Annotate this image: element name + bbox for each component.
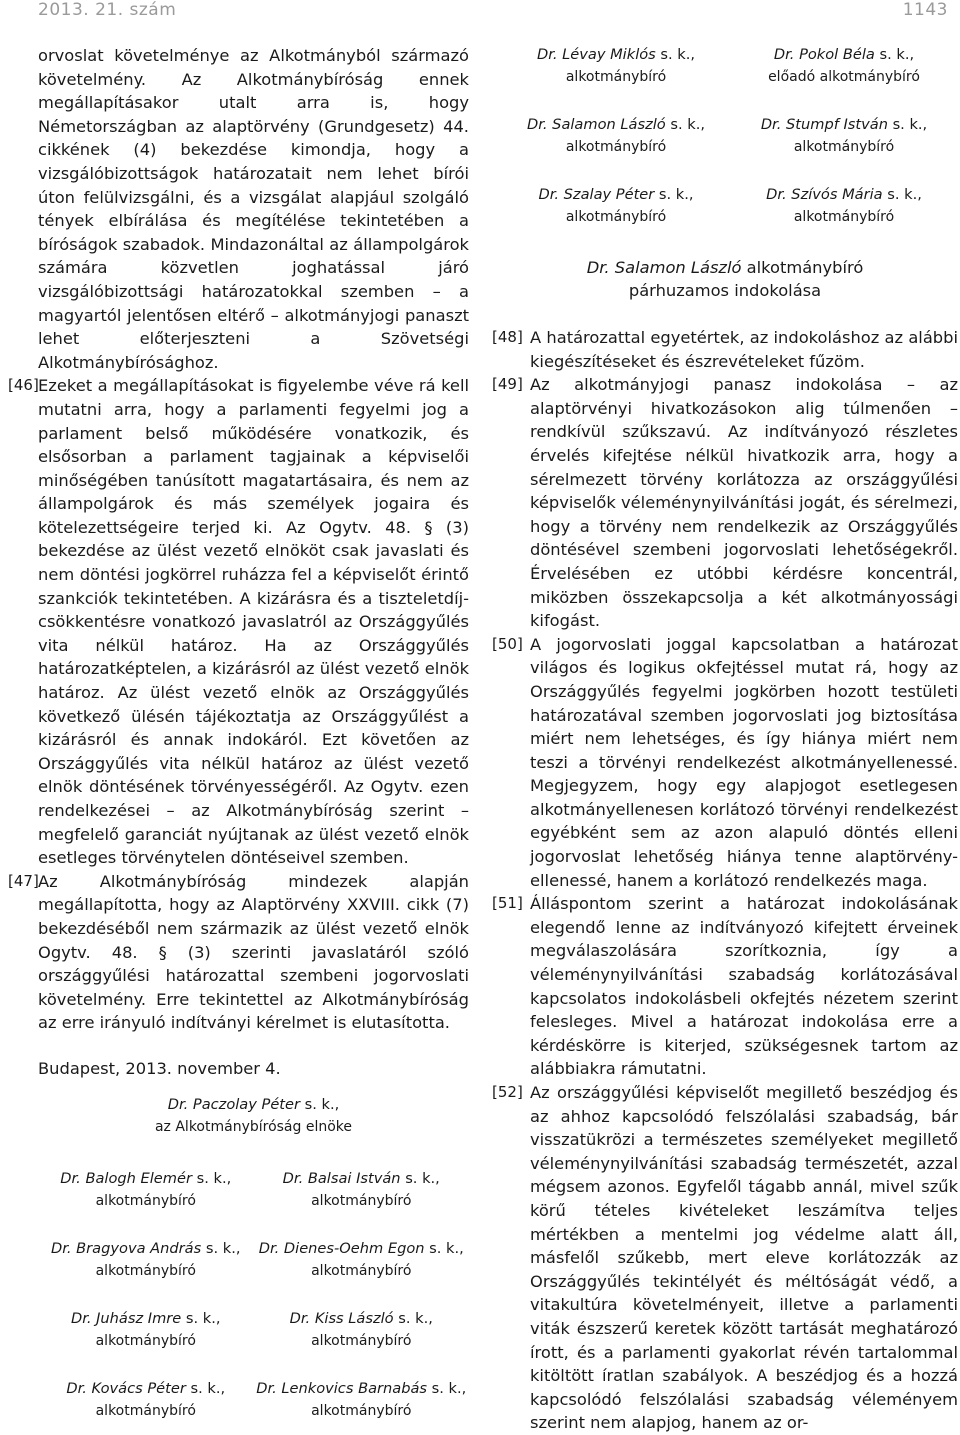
paragraph-number: [47] xyxy=(8,871,39,890)
parallel-author: Dr. Salamon László xyxy=(586,258,742,277)
paragraph-text: Az országgyűlési képviselőt megillető beszédjog és az ahhoz kapcsolódó felszólalási szabadság, bár visszatükrözi a természetes személyeket megillető véleménynyilvánítási szabadság természetét, azzal mégsem azonos. Egyfelől tágabb annál, mivel szűk körű tételes kivételeket leszámítva teljes mértékben a mentelmi jog védelme alatt áll, másfelől szűkebb, mert eleve korlátozzák az Országgyűlés tekintélyét és méltóságát védő, a vitakultúra követelményeit, illetve a parlamenti viták észszerű keretek között tartását meghatározó írott, és a parlamenti gyakorlat révén tartalommal kitöltött íratlan szabályok. A beszédjog és a hozzá kapcsolódó felszólalási szabadság véleményem szerint nem alapjog, hanem az or- xyxy=(530,1083,958,1433)
signer-name: Dr. Bragyova András xyxy=(51,1239,202,1257)
paragraph-number: [50] xyxy=(492,634,523,653)
signer-role: alkotmánybíró xyxy=(95,1192,196,1209)
signer-name: Dr. Szalay Péter xyxy=(538,186,655,203)
paragraph xyxy=(492,892,958,1081)
paragraph-text: Az Alkotmánybíróság mindezek alapján megállapította, hogy az Alaptörvény XXVIII. cikk (7) bekezdéséből nem származik az ülést vezető elnök Ogytv. 48. § (3) szerinti javaslatáról szóló országgyűlési határozattal szembeni jogorvoslati követelmény. Erre tekintettel az Alkotmánybíróság az erre irányuló indítványi kérelmet is elutasította. xyxy=(38,871,469,1033)
paragraph-text: A határozattal egyetértek, az indokoláshoz az alábbi kiegészítéseket és észrevételeket fűzöm. xyxy=(530,328,958,371)
signer-role: alkotmánybíró xyxy=(95,1262,196,1279)
paragraph-number: [52] xyxy=(492,1083,523,1101)
signer-name: Dr. Balogh Elemér xyxy=(60,1169,192,1187)
judge-signature xyxy=(254,1168,470,1212)
signer-role: alkotmánybíró xyxy=(793,139,895,155)
signer-suffix: s. k., xyxy=(400,1169,440,1187)
judge-signature xyxy=(502,114,730,158)
judge-signature xyxy=(502,184,730,228)
page-number: 1143 xyxy=(902,0,948,20)
president-signature xyxy=(8,1094,469,1138)
judge-signature xyxy=(730,184,958,228)
signer-name: Dr. Stumpf István xyxy=(760,116,888,133)
left-column xyxy=(8,44,469,1422)
paragraph-46 xyxy=(8,374,469,869)
signer-role: alkotmánybíró xyxy=(95,1332,196,1349)
signer-role: alkotmánybíró xyxy=(793,209,895,225)
paragraph xyxy=(492,373,958,633)
parallel-author-role: alkotmánybíró xyxy=(741,258,864,277)
issue-header: 2013. 21. szám xyxy=(38,0,177,20)
signer-name: Dr. Szívós Mária xyxy=(766,186,883,203)
signer-suffix: s. k., xyxy=(191,1169,232,1187)
signer-role: az Alkotmánybíróság elnöke xyxy=(154,1118,353,1135)
signer-role: alkotmánybíró xyxy=(565,209,667,225)
right-signature-grid xyxy=(492,44,958,228)
intro-paragraph: orvoslat követelménye az Alkotmányból származó követelmény. Az Alkotmánybíróság ennek megállapításakor utalt arra is, hogy Németországban az alaptörvény (Grundgesetz) 44. cikkének (4) bekezdése kimondja, hogy a vizsgálóbizottságok határozatait nem lehet bírói úton felülvizsgálni, és a vizsgálat alapjául szolgáló tények elbírálása és megítélése tekintetében a bíróságok szabadok. Mindazonáltal az állampolgárok számára közvetlen joghatással járó vizsgálóbizottsági határozatokkal szemben – a magyartól jelentősen eltérő – alkotmányjogi panaszt lehet előterjeszteni a Szövetségi Alkotmánybírósághoz. xyxy=(38,46,469,372)
signer-name: Dr. Dienes-Oehm Egon xyxy=(258,1239,425,1257)
signer-suffix: s. k., xyxy=(665,116,705,133)
signer-suffix: s. k., xyxy=(181,1309,221,1327)
signer-suffix: s. k., xyxy=(655,46,696,63)
signer-suffix: s. k., xyxy=(882,186,922,203)
signer-role: alkotmánybíró xyxy=(311,1262,412,1279)
judge-signature xyxy=(730,114,958,158)
signer-role: alkotmánybíró xyxy=(311,1192,412,1209)
signer-name: Dr. Paczolay Péter xyxy=(167,1095,301,1113)
paragraph xyxy=(492,1081,958,1435)
paragraph-number: [51] xyxy=(492,894,523,913)
signer-suffix: s. k., xyxy=(654,186,694,203)
judge-signature xyxy=(254,1238,470,1282)
signer-suffix: s. k., xyxy=(427,1379,467,1397)
signer-name: Dr. Kovács Péter xyxy=(66,1379,186,1397)
signer-name: Dr. Lévay Miklós xyxy=(536,46,656,63)
paragraph-number: [46] xyxy=(8,376,39,395)
parallel-reasoning-heading xyxy=(492,256,958,302)
signer-suffix: s. k., xyxy=(185,1379,226,1397)
judge-signature xyxy=(38,1168,254,1212)
signer-name: Dr. Salamon László xyxy=(527,116,666,133)
signer-name: Dr. Lenkovics Barnabás xyxy=(256,1379,428,1397)
parallel-title: párhuzamos indokolása xyxy=(628,281,822,300)
judge-signature xyxy=(38,1238,254,1282)
signer-role: előadó alkotmánybíró xyxy=(768,69,920,85)
paragraph-text: A jogorvoslati joggal kapcsolatban a határozat világos és logikus okfejtéssel mutat rá, hogy az Országgyűlés fegyelmi jogkörben hozott testületi határozatával szemben jogorvoslati jog biztosítása miért nem lehetséges, és így hiánya miért nem teszi a törvényi rendelkezést alkotmányellenessé. Megjegyzem, hogy egy alapjogot esetlegesen alkotmányellenesen korlátozó törvényi rendelkezést egyébként sem az azon alapuló döntés elleni jogorvoslat lehetőség hiánya tenne alaptörvény-ellenessé, hanem a korlátozó rendelkezés maga. xyxy=(530,634,958,890)
paragraph-text: Az alkotmányjogi panasz indokolása – az alaptörvényi hivatkozásokon alig túlmenően – rendkívül szűkszavú. Az indítványozó részletes érvelés kifejtése nélkül hivatkozik arra, hogy a sérelmezett törvény korlátozza az országgyűlési képviselők véleménynyilvánítási jogát, és sérelmezi, hogy a törvény nem rendelkezik az Országgyűlés döntésével szembeni jogorvoslati lehetőségekről. Érvelésében ez utóbbi kérdésre koncentrál, miközben összekapcsolja a két alkotmányossági kifogást. xyxy=(530,375,958,631)
signer-role: alkotmánybíró xyxy=(565,69,667,85)
signer-name: Dr. Pokol Béla xyxy=(773,46,875,63)
signer-role: alkotmánybíró xyxy=(311,1402,412,1419)
paragraph-number: [48] xyxy=(492,328,523,346)
signer-role: alkotmánybíró xyxy=(95,1402,196,1419)
signer-suffix: s. k., xyxy=(874,46,915,63)
signer-suffix: s. k., xyxy=(393,1309,433,1327)
place-date: Budapest, 2013. november 4. xyxy=(38,1058,281,1078)
judge-signature xyxy=(730,44,958,88)
judge-signature xyxy=(254,1378,470,1422)
judge-signature xyxy=(38,1308,254,1352)
signer-suffix: s. k., xyxy=(887,116,928,133)
paragraph xyxy=(492,326,958,373)
paragraph-number: [49] xyxy=(492,375,523,394)
signer-suffix: s. k., xyxy=(201,1239,241,1257)
paragraph-text: Álláspontom szerint a határozat indokolásának elegendő lenne az indítványozó kifejtett érveinek megválaszolására szorítkoznia, így a véleménynyilvánítási szabadság korlátozásával kapcsolatos indokolásbeli okfejtés nézetem szerint felesleges. Mivel a határozat indokolása erre a kérdéskörre is kiterjed, szükségesnek tartom az alábbiakra rámutatni. xyxy=(530,894,958,1079)
signer-role: alkotmánybíró xyxy=(311,1332,412,1349)
right-paragraphs xyxy=(492,326,958,1435)
signer-name: Dr. Kiss László xyxy=(289,1309,394,1327)
judge-signature xyxy=(502,44,730,88)
signer-name: Dr. Juhász Imre xyxy=(70,1309,182,1327)
signer-name: Dr. Balsai István xyxy=(282,1169,401,1187)
right-column xyxy=(492,44,958,1435)
left-signature-grid xyxy=(8,1168,469,1422)
judge-signature xyxy=(38,1378,254,1422)
signer-suffix: s. k., xyxy=(424,1239,464,1257)
paragraph xyxy=(492,633,958,893)
signer-role: alkotmánybíró xyxy=(565,139,667,155)
paragraph-text: Ezeket a megállapításokat is figyelembe véve rá kell mutatni arra, hogy a parlamenti fegyelmi jog a parlament belső működésére vonatkozik, és elsősorban a parlament tagjainak a képviselői minőségében tanúsított magatartásaira, és nem az állampolgárok és más személyek jogaira és kötelezettségeire terjed ki. Az Ogytv. 48. § (3) bekezdése az ülést vezető elnököt csak javaslati és nem döntési jogkörrel ruházza fel a képviselőt érintő szankciók tekintetében. A kizárásra és a tiszteletdíj-csökkentésre vonatkozó javaslatról az Országgyűlés vita nélkül határoz. Ha az Országgyűlés határozatképtelen, a kizárásról az ülést vezető elnök határoz. Az ülést vezető elnök az Országgyűlés következő ülésén tájékoztatja az Országgyűlést a kizárásról és annak indokáról. Ezt követően az Országgyűlés vita nélkül határoz az ülést vezető elnök döntésének törvényességéről. Az Ogytv. ezen rendelkezései – az Alkotmánybíróság szerint – megfelelő garanciát nyújtanak az ülést vezető elnök esetleges törvénytelen döntéseivel szemben. xyxy=(38,376,469,868)
paragraph-47 xyxy=(8,870,469,1035)
signer-suffix: s. k., xyxy=(300,1095,340,1113)
judge-signature xyxy=(254,1308,470,1352)
